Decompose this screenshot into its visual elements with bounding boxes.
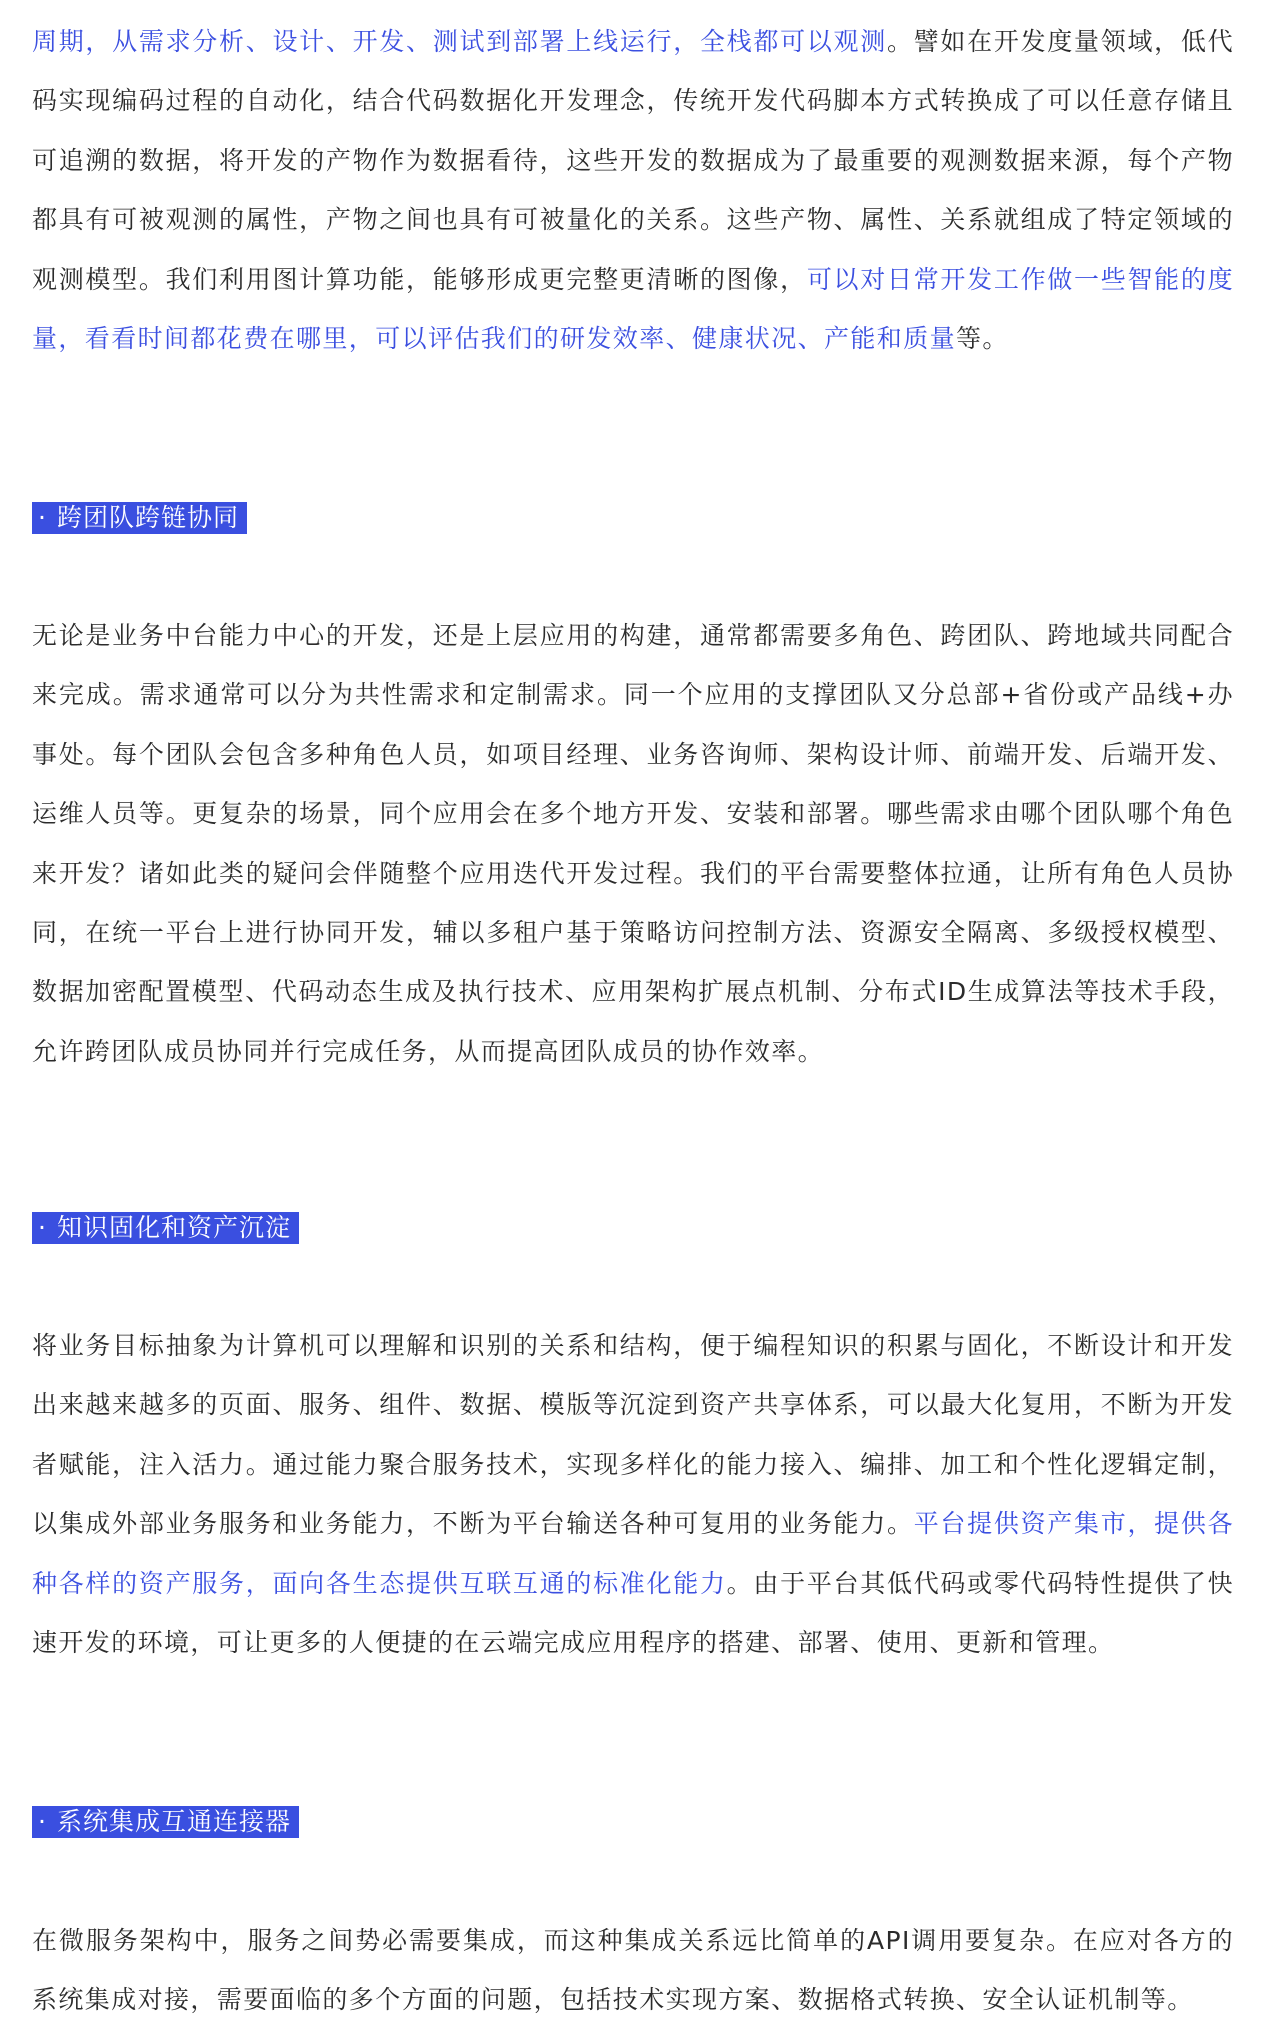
section-heading-title: 知识固化和资产沉淀 <box>56 1213 291 1242</box>
paragraph-text: 将业务目标抽象为计算机可以理解和识别的关系和结构，便于编程知识的积累与固化，不断设计和开发出来越来越多的页面、服务、组件、数据、模版等沉淀到资产共享体系，可以最大化复用，不断为开发者赋能，注入活力。通过能力聚合服务技术，实现多样化的能力接入、编排、加工和个性化逻辑定制，以集成外部业务服务和业务能力，不断为平台输送各种可复用的业务能力。 <box>32 1331 1234 1539</box>
highlight-full-stack-observable: 周期，从需求分析、设计、开发、测试到部署上线运行，全栈都可以观测 <box>32 27 887 56</box>
paragraph-connector: 在微服务架构中，服务之间势必需要集成，而这种集成关系远比简单的API调用要复杂。在应对各方的系统集成对接，需要面临的多个方面的问题，包括技术实现方案、数据格式转换、安全认证机制等。 <box>32 1926 1234 2015</box>
section-heading-connector <box>32 1806 299 1838</box>
paragraph-text: 。由于平台其低代码或零代码特性提供了快速开发的环境，可让更多的人便捷的在云端完成应用程序的搭建、部署、使用、更新和管理。 <box>32 1568 1234 1658</box>
bullet-icon: · <box>38 503 47 532</box>
paragraph-cross-team: 无论是业务中台能力中心的开发，还是上层应用的构建，通常都需要多角色、跨团队、跨地域共同配合来完成。需求通常可以分为共性需求和定制需求。同一个应用的支撑团队又分总部+省份或产品线+办事处。每个团队会包含多种角色人员，如项目经理、业务咨询师、架构设计师、前端开发、后端开发、运维人员等。更复杂的场景，同个应用会在多个地方开发、安装和部署。哪些需求由哪个团队哪个角色来开发？诸如此类的疑问会伴随整个应用迭代开发过程。我们的平台需要整体拉通，让所有角色人员协同，在统一平台上进行协同开发，辅以多租户基于策略访问控制方法、资源安全隔离、多级授权模型、数据加密配置模型、代码动态生成及执行技术、应用架构扩展点机制、分布式ID生成算法等技术手段，允许跨团队成员协同并行完成任务，从而提高团队成员的协作效率。 <box>32 621 1234 1066</box>
section-heading-knowledge <box>32 1212 299 1244</box>
section-heading-cross-team <box>32 502 247 534</box>
section-heading-title: 跨团队跨链协同 <box>56 503 239 532</box>
highlight-intelligent-metrics: 可以对日常开发工作做一些智能的度量，看看时间都花费在哪里，可以评估我们的研发效率、健康状况、产能和质量 <box>32 264 1234 354</box>
paragraph-observability <box>32 12 1234 368</box>
paragraph-text: 。譬如在开发度量领域，低代码实现编码过程的自动化，结合代码数据化开发理念，传统开发代码脚本方式转换成了可以任意存储且可追溯的数据，将开发的产物作为数据看待，这些开发的数据成为了最重要的观测数据来源，每个产物都具有可被观测的属性，产物之间也具有可被量化的关系。这些产物、属性、关系就组成了特定领域的观测模型。我们利用图计算功能，能够形成更完整更清晰的图像， <box>32 27 1234 294</box>
bullet-icon: · <box>38 1807 47 1836</box>
section-heading-title: 系统集成互通连接器 <box>56 1807 291 1836</box>
bullet-icon: · <box>38 1213 47 1242</box>
paragraph-knowledge <box>32 1316 1234 1672</box>
paragraph-text: 等。 <box>956 324 1009 354</box>
highlight-asset-market: 平台提供资产集市，提供各种各样的资产服务，面向各生态提供互联互通的标准化能力 <box>32 1509 1235 1598</box>
